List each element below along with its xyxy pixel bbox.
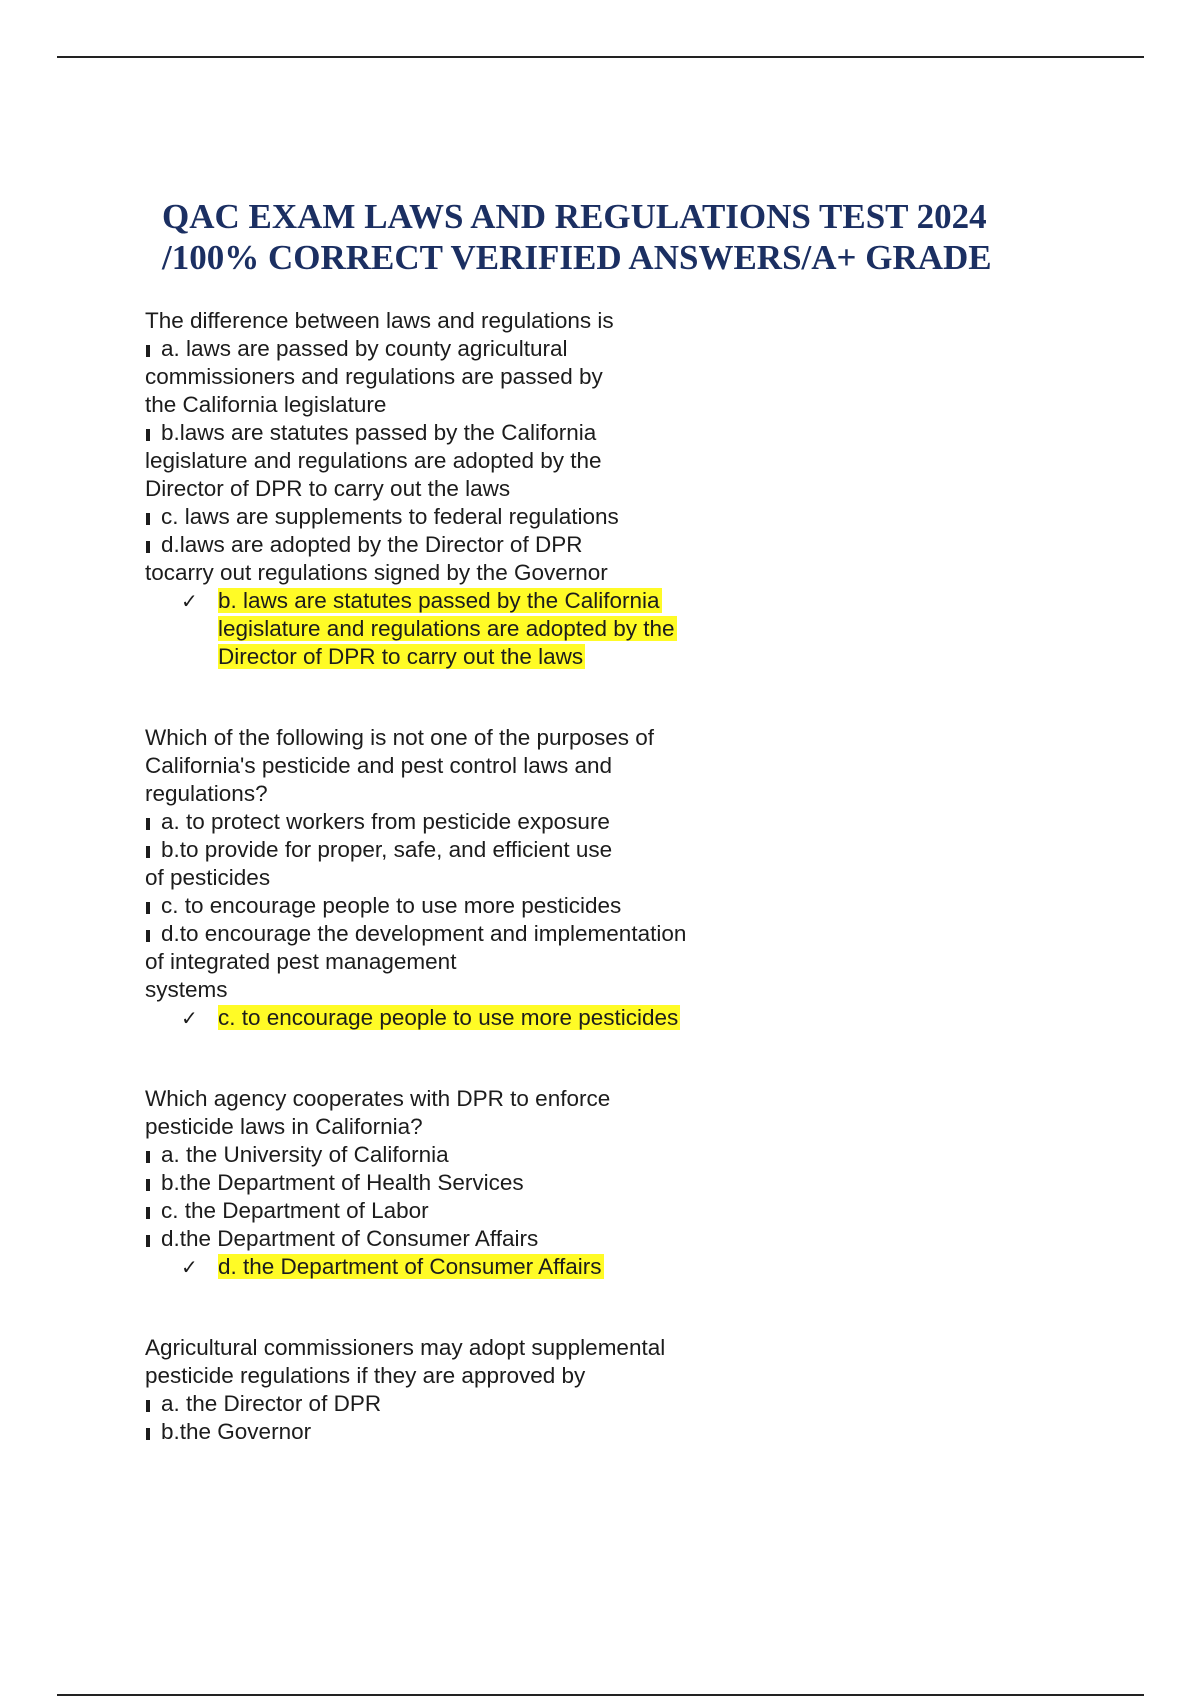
answer-option-line xyxy=(145,892,785,920)
correct-answer-line xyxy=(218,1253,785,1281)
answer-option-line xyxy=(145,920,785,948)
square-bullet-icon xyxy=(146,345,150,357)
answer-option-line xyxy=(145,531,785,559)
correct-answer-line xyxy=(218,643,785,671)
answer-option-text: b.laws are statutes passed by the California xyxy=(161,420,597,445)
answer-option-line xyxy=(145,864,785,892)
correct-answer-line xyxy=(218,1004,785,1032)
answer-option-line xyxy=(145,391,785,419)
correct-answer xyxy=(145,1253,785,1281)
answer-option-line xyxy=(145,335,785,363)
answer-option xyxy=(145,920,785,1004)
highlighted-answer-text: c. to encourage people to use more pesticides xyxy=(218,1005,679,1030)
question-block xyxy=(145,307,785,671)
answer-option-line xyxy=(145,1390,785,1418)
checkmark-icon: ✓ xyxy=(181,1006,198,1030)
answer-option-text: c. laws are supplements to federal regulations xyxy=(161,504,619,529)
answer-option xyxy=(145,531,785,587)
answer-option-text: d.laws are adopted by the Director of DPR xyxy=(161,532,583,557)
answer-option-line xyxy=(145,419,785,447)
square-bullet-icon xyxy=(146,1400,150,1412)
answer-option-text: a. the University of California xyxy=(161,1142,449,1167)
answer-option-line xyxy=(145,363,785,391)
square-bullet-icon xyxy=(146,846,150,858)
answer-option-text: a. laws are passed by county agricultural xyxy=(161,336,568,361)
answer-option-line xyxy=(145,976,785,1004)
answer-option-text: legislature and regulations are adopted by the xyxy=(145,448,602,473)
square-bullet-icon xyxy=(146,1207,150,1219)
answer-option xyxy=(145,892,785,920)
answer-option xyxy=(145,1390,785,1418)
highlighted-answer-text: b. laws are statutes passed by the California xyxy=(218,588,660,613)
answer-option-text: a. the Director of DPR xyxy=(161,1391,382,1416)
question-stem-line: Which of the following is not one of the purposes of xyxy=(145,725,655,750)
question-stem-line: pesticide regulations if they are approved by xyxy=(145,1363,586,1388)
question-block xyxy=(145,1334,785,1446)
answer-option-text: d.to encourage the development and implementation xyxy=(161,921,687,946)
title-line-1: QAC EXAM LAWS AND REGULATIONS TEST 2024 xyxy=(162,197,987,236)
square-bullet-icon xyxy=(146,429,150,441)
checkmark-icon: ✓ xyxy=(181,589,198,613)
answer-option-line xyxy=(145,836,785,864)
title-line-2: /100% CORRECT VERIFIED ANSWERS/A+ GRADE xyxy=(162,238,992,277)
correct-answer-line xyxy=(218,615,785,643)
answer-option xyxy=(145,1225,785,1253)
answer-option-text: b.the Governor xyxy=(161,1419,312,1444)
answer-option-text: systems xyxy=(145,977,228,1002)
answer-option-text: of integrated pest management xyxy=(145,949,457,974)
answer-option xyxy=(145,335,785,419)
answer-option-line xyxy=(145,475,785,503)
answer-option-text: Director of DPR to carry out the laws xyxy=(145,476,511,501)
highlighted-answer-text: Director of DPR to carry out the laws xyxy=(218,644,584,669)
square-bullet-icon xyxy=(146,1428,150,1440)
answer-option-line xyxy=(145,1418,785,1446)
answer-option-line xyxy=(145,1197,785,1225)
highlighted-answer-text: legislature and regulations are adopted by the xyxy=(218,616,675,641)
answer-option-text: tocarry out regulations signed by the Governor xyxy=(145,560,608,585)
question-stem-line: California's pesticide and pest control laws and xyxy=(145,753,613,778)
square-bullet-icon xyxy=(146,930,150,942)
answer-option-line xyxy=(145,447,785,475)
square-bullet-icon xyxy=(146,1235,150,1247)
question-stem-line: Which agency cooperates with DPR to enforce xyxy=(145,1086,611,1111)
answer-option xyxy=(145,1197,785,1225)
question-block xyxy=(145,724,785,1032)
square-bullet-icon xyxy=(146,513,150,525)
answer-option xyxy=(145,836,785,892)
answer-option xyxy=(145,808,785,836)
correct-answer-line xyxy=(218,587,785,615)
answer-option-text: b.to provide for proper, safe, and efficient use xyxy=(161,837,613,862)
question-block xyxy=(145,1085,785,1281)
answer-option-text: a. to protect workers from pesticide exposure xyxy=(161,809,610,834)
question-stem-line: Agricultural commissioners may adopt supplemental xyxy=(145,1335,666,1360)
question-stem-line: The difference between laws and regulations is xyxy=(145,308,614,333)
answer-option-line xyxy=(145,559,785,587)
answer-option-text: c. the Department of Labor xyxy=(161,1198,429,1223)
question-stem-line: regulations? xyxy=(145,781,268,806)
answer-option-text: b.the Department of Health Services xyxy=(161,1170,524,1195)
question-list xyxy=(145,307,785,1446)
answer-option xyxy=(145,1169,785,1197)
answer-option-text: the California legislature xyxy=(145,392,387,417)
answer-option-line xyxy=(145,1169,785,1197)
question-stem-line: pesticide laws in California? xyxy=(145,1114,423,1139)
top-rule xyxy=(57,56,1144,58)
answer-option-line xyxy=(145,503,785,531)
answer-option-text: d.the Department of Consumer Affairs xyxy=(161,1226,539,1251)
answer-option-text: commissioners and regulations are passed by xyxy=(145,364,603,389)
answer-option xyxy=(145,1141,785,1169)
correct-answer xyxy=(145,587,785,671)
square-bullet-icon xyxy=(146,902,150,914)
square-bullet-icon xyxy=(146,1179,150,1191)
correct-answer xyxy=(145,1004,785,1032)
answer-option xyxy=(145,1418,785,1446)
answer-option-line xyxy=(145,948,785,976)
answer-option xyxy=(145,503,785,531)
highlighted-answer-text: d. the Department of Consumer Affairs xyxy=(218,1254,602,1279)
square-bullet-icon xyxy=(146,1151,150,1163)
answer-option-line xyxy=(145,808,785,836)
answer-option-text: c. to encourage people to use more pesticides xyxy=(161,893,622,918)
bottom-rule xyxy=(57,1694,1144,1696)
answer-option-text: of pesticides xyxy=(145,865,271,890)
page-title xyxy=(162,196,1082,278)
checkmark-icon: ✓ xyxy=(181,1255,198,1279)
answer-option-line xyxy=(145,1225,785,1253)
answer-option xyxy=(145,419,785,503)
square-bullet-icon xyxy=(146,818,150,830)
square-bullet-icon xyxy=(146,541,150,553)
answer-option-line xyxy=(145,1141,785,1169)
